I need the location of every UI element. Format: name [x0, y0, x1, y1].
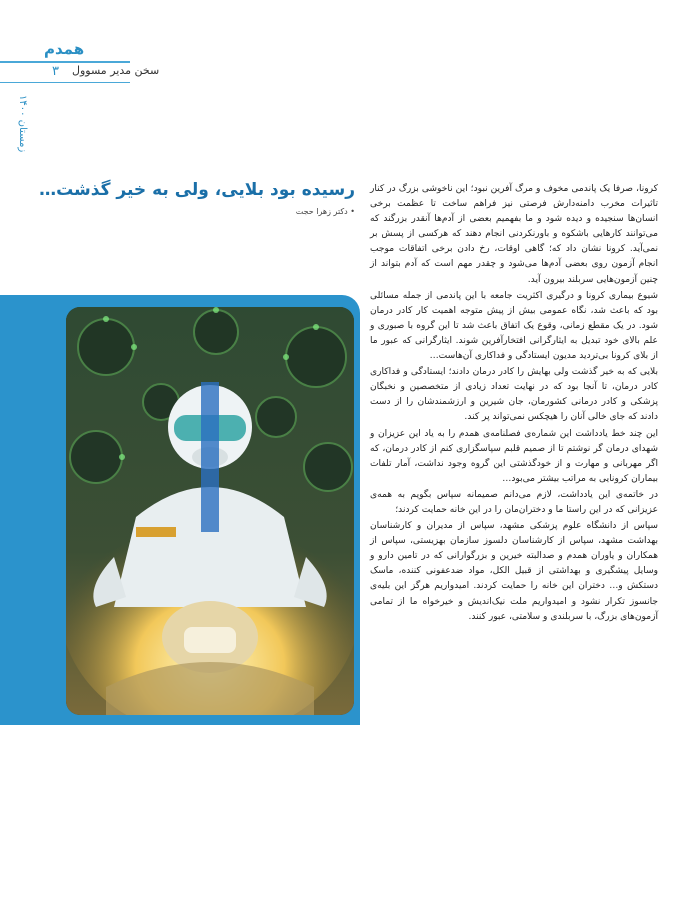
- healthcare-worker-illustration: [66, 307, 354, 715]
- section-label: سخن مدیر مسوول: [72, 64, 160, 77]
- author-name: دکتر زهرا حجت: [295, 207, 348, 216]
- paragraph: بلایی که به خیر گذشت ولی بهایش را کادر درمان دادند؛ ایستادگی و فداکاری کادر درمان، تا آنجا بود که در نهایت تعداد زیادی از متخصصین و نخبگان پزشکی و کادر درمانی کشورمان، جان شیرین و ارزشمندشان را از دست دادند که جای خالی آنان را هیچکس نمی‌تواند پر کند.: [370, 367, 658, 423]
- paragraph: این چند خط یادداشت این شماره‌ی فصلنامه‌ی همدم را به یاد این عزیزان و شهدای درمان گر نوشتم تا از صمیم قلبم سپاسگزاری کنم از کادر درمان، که اگر مهربانی و مهارت و از خودگذشتی این گروه وجود نداشت، آمار تلفات بیماران کرونایی به مراتب بیشتر می‌بود…: [370, 428, 658, 484]
- bullet-icon: •: [347, 207, 355, 216]
- article-title: رسیده بود بلایی، ولی به خیر گذشت…: [39, 180, 355, 200]
- header-rule-bottom: [0, 82, 130, 83]
- illustration: [66, 307, 354, 715]
- header-rule: [0, 61, 130, 63]
- paragraph: شیوع بیماری کرونا و درگیری اکثریت جامعه با این پاندمی از جمله مسائلی بود که باعث شد، نگاه عمومی بیش از پیش متوجه اهمیت کار کادر درمان شود. در یک مقطع زمانی، وقوع یک اتفاق باعث شد تا این گروه با صبوری و علم بالای خود تبدیل به ایثارگرانی افتخارآفرین شوند. ایثارگرانی که عبور ما از بلای کرونا بی‌تردید مدیون ایستادگی و فداکاری آن‌هاست…: [370, 290, 658, 362]
- paragraph: سپاس از دانشگاه علوم پزشکی مشهد، سپاس از مدیران و کارشناسان بهداشت مشهد، سپاس از کارشناسان دلسوز سازمان بهزیستی، سپاس از همکاران و یاوران همدم و صدالبته خیرین و بزرگوارانی که در تامین دارو و وسایل پیشگیری و بهداشتی از قبیل الکل، مواد ضدعفونی کننده، ماسک دستکش و… دختران این خانه را حمایت کردند. امیدواریم هرگز این بلیه‌ی جانسوز تکرار نشود و امیدواریم ملت نیک‌اندیش و خیرخواه ما از تمامی آزمون‌های بزرگ، با سربلندی و سلامتی، عبور کنند.: [370, 521, 658, 622]
- paragraph: کرونا، صرفا یک پاندمی مخوف و مرگ آفرین نبود؛ این ناخوشی بزرگ در کنار تاثیرات مخرب دامنه‌دارش فرصتی نیز فراهم ساخت تا عظمت برخی انسان‌ها سنجیده و دیده شود و ما بفهمیم بعضی از آدم‌ها آنقدر بزرگند که می‌توانند کارهایی باشکوه و باورنکردنی انجام دهند که هرکسی از پسش بر نمی‌آید. کرونا نشان داد که؛ گاهی اوقات، رخ دادن برخی اتفاقات موجب انجام آزمون روی بعضی آدم‌ها می‌شود و چقدر مهم است که آدم بتواند از چنین آزمون‌هایی سربلند بیرون آید.: [370, 184, 658, 285]
- logo: همدم: [44, 40, 85, 58]
- page-number: ۳: [52, 64, 59, 79]
- author-byline: [200, 207, 355, 216]
- paragraph: در خاتمه‌ی این یادداشت، لازم می‌دانم صمیمانه سپاس بگویم به همه‌ی عزیزانی که در این راستا ما و دختران‌مان را در این خانه حمایت کردند؛: [370, 489, 658, 515]
- issue-date: زمستان ۱۴۰۰: [17, 94, 28, 152]
- article-body: [370, 182, 658, 625]
